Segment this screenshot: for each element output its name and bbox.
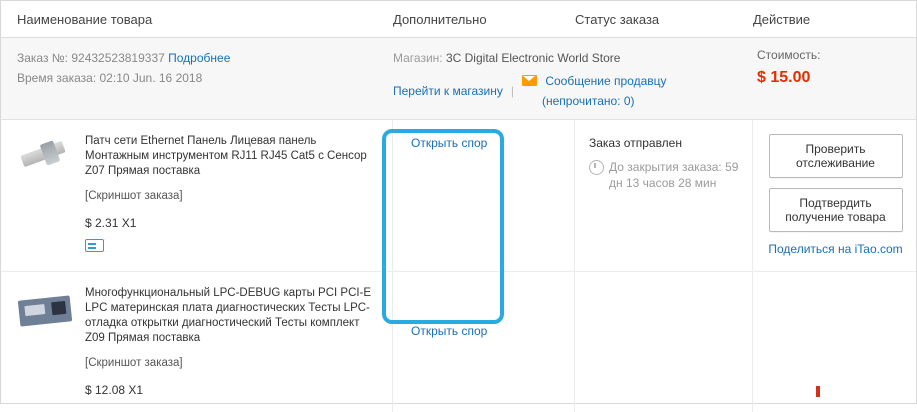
product-price: $ 2.31 X1 bbox=[85, 216, 137, 230]
shipping-icon bbox=[85, 239, 104, 252]
order-cost bbox=[753, 48, 916, 111]
product-thumbnail-tool[interactable] bbox=[17, 134, 75, 186]
unread-count: (непрочитано: 0) bbox=[542, 94, 635, 108]
column-header-product: Наименование товара bbox=[17, 11, 153, 27]
action-cell bbox=[753, 120, 916, 271]
action-cell bbox=[753, 272, 916, 412]
product-note: [Скриншот заказа] bbox=[85, 357, 183, 369]
message-seller-link[interactable]: Сообщение продавцу bbox=[545, 74, 667, 88]
table-header bbox=[1, 1, 916, 38]
shop-links bbox=[393, 71, 753, 111]
shop-name: 3C Digital Electronic World Store bbox=[445, 51, 621, 65]
product-text bbox=[85, 286, 378, 398]
shop-row bbox=[393, 48, 753, 68]
order-number: Заказ №: 92432523819337 bbox=[17, 51, 165, 65]
product-cell bbox=[1, 120, 393, 271]
order-details-link[interactable]: Подробнее bbox=[168, 51, 231, 65]
mail-icon bbox=[522, 75, 537, 86]
track-order-button[interactable]: Проверить отслеживание bbox=[769, 134, 903, 178]
order-summary bbox=[1, 38, 916, 120]
link-separator: | bbox=[510, 84, 514, 98]
pcb-board-shape bbox=[18, 295, 72, 326]
product-cell bbox=[1, 272, 393, 412]
product-thumbnail-board[interactable] bbox=[17, 286, 75, 338]
extra-cell bbox=[393, 120, 575, 271]
product-note: [Скриншот заказа] bbox=[85, 190, 183, 202]
order-time: Время заказа: 02:10 Jun. 16 2018 bbox=[17, 71, 203, 85]
column-header-status: Статус заказа bbox=[575, 11, 660, 27]
product-price: $ 12.08 X1 bbox=[85, 383, 144, 397]
open-dispute-link[interactable]: Открыть спор bbox=[411, 136, 488, 150]
column-header-extra: Дополнительно bbox=[393, 11, 487, 27]
table-row bbox=[1, 272, 916, 412]
shop-info bbox=[393, 48, 753, 111]
product-title[interactable]: Патч сети Ethernet Панель Лицевая панель Монтажным инструментом RJ11 RJ45 Cat5 с Сенсор Z07 Прямая поставка bbox=[85, 135, 367, 177]
red-marker bbox=[816, 386, 820, 397]
table-row bbox=[1, 120, 916, 272]
go-to-shop-link[interactable]: Перейти к магазину bbox=[393, 84, 503, 98]
order-meta bbox=[1, 48, 393, 111]
share-link[interactable]: Поделиться на iTao.com bbox=[768, 242, 903, 256]
cost-label: Стоимость: bbox=[757, 48, 821, 62]
product-title[interactable]: Многофункциональный LPC-DEBUG карты PCI PCI-E LPC материнская плата диагностических Тесты LPC-отладка открытки диагностический Тесты комплект Z09 Прямая поставка bbox=[85, 287, 372, 344]
shop-label: Магазин: bbox=[393, 51, 443, 65]
confirm-receipt-button[interactable]: Подтвердить получение товара bbox=[769, 188, 903, 232]
clock-icon bbox=[589, 160, 604, 175]
message-seller-block[interactable] bbox=[522, 71, 667, 111]
order-countdown bbox=[589, 159, 740, 191]
countdown-text: До закрытия заказа: 59 дн 13 часов 28 мин bbox=[609, 160, 739, 190]
product-text bbox=[85, 134, 378, 257]
order-number-row bbox=[17, 48, 393, 68]
status-cell bbox=[575, 272, 753, 412]
cost-value: $ 15.00 bbox=[757, 69, 811, 86]
open-dispute-link[interactable]: Открыть спор bbox=[411, 324, 488, 338]
status-cell bbox=[575, 120, 753, 271]
extra-cell bbox=[393, 272, 575, 412]
order-status-text: Заказ отправлен bbox=[589, 136, 682, 150]
column-header-action: Действие bbox=[753, 11, 811, 27]
